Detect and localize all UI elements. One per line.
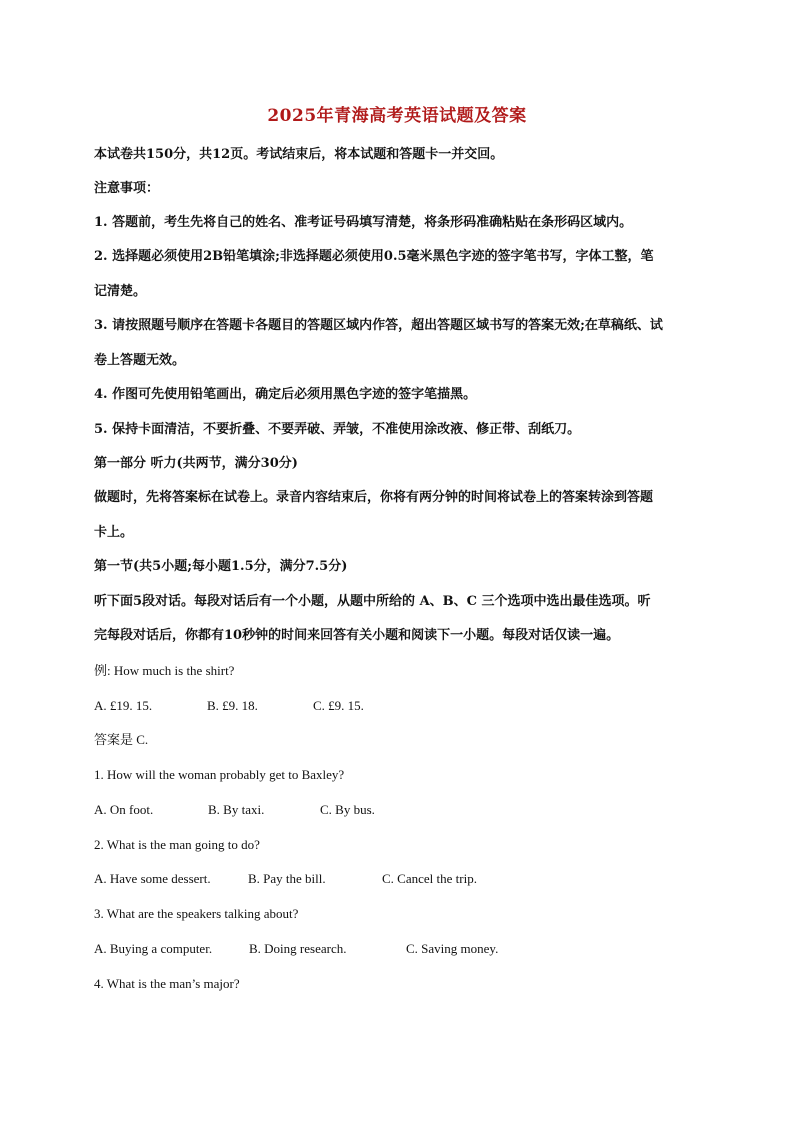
- part1-heading: 第一部分 听力(共两节，满分30分): [94, 456, 298, 471]
- example-options: [94, 697, 706, 715]
- example-option-a: A. £19. 15.: [94, 698, 153, 713]
- note-item-4: 4. 作图可先使用铅笔画出，确定后必须用黑色字迹的签字笔描黑。: [94, 387, 477, 402]
- example-option-b: B. £9. 18.: [207, 698, 258, 713]
- question-2-text: 2. What is the man going to do?: [94, 837, 260, 852]
- note-item-2-line-1: 2. 选择题必须使用2B铅笔填涂;非选择题必须使用0.5毫米黑色字迹的签字笔书写，字体工整，笔: [94, 249, 654, 264]
- question-3-option-c: C. Saving money.: [406, 941, 499, 956]
- question-1-option-a: A. On foot.: [94, 802, 154, 817]
- part1-instructions-line-1: 做题时，先将答案标在试卷上。录音内容结束后，你将有两分钟的时间将试卷上的答案转涂到答题: [94, 490, 654, 505]
- question-4-text: 4. What is the man’s major?: [94, 976, 240, 991]
- question-3-options: [94, 940, 706, 958]
- exam-intro: 本试卷共150分，共12页。考试结束后，将本试题和答题卡一并交回。: [94, 147, 504, 162]
- question-1-text: 1. How will the woman probably get to Baxley?: [94, 767, 345, 782]
- section1-heading: 第一节(共5小题;每小题1.5分，满分7.5分): [94, 559, 348, 574]
- part1-instructions-line-2: 卡上。: [94, 525, 134, 540]
- note-item-1: 1. 答题前，考生先将自己的姓名、准考证号码填写清楚，将条形码准确粘贴在条形码区域内。: [94, 215, 633, 230]
- example-answer: 答案是 C.: [94, 732, 149, 747]
- section1-instructions-line-2: 完每段对话后，你都有10秒钟的时间来回答有关小题和阅读下一小题。每段对话仅读一遍。: [94, 628, 620, 643]
- note-item-2-line-2: 记清楚。: [94, 284, 147, 299]
- note-item-3-line-1: 3. 请按照题号顺序在答题卡各题目的答题区域内作答，超出答题区域书写的答案无效;在草稿纸、试: [94, 318, 663, 333]
- section1-instructions-line-1: 听下面5段对话。每段对话后有一个小题，从题中所给的 A、B、C 三个选项中选出最佳选项。听: [94, 594, 651, 609]
- example-question: 例: How much is the shirt?: [94, 663, 235, 678]
- question-2-option-b: B. Pay the bill.: [248, 871, 326, 886]
- question-1-option-c: C. By bus.: [320, 802, 375, 817]
- question-1-option-b: B. By taxi.: [208, 802, 265, 817]
- note-item-3-line-2: 卷上答题无效。: [94, 353, 186, 368]
- note-item-5: 5. 保持卡面清洁，不要折叠、不要弄破、弄皱，不准使用涂改液、修正带、刮纸刀。: [94, 422, 581, 437]
- question-2-option-a: A. Have some dessert.: [94, 871, 211, 886]
- question-3-option-b: B. Doing research.: [249, 941, 347, 956]
- question-3-text: 3. What are the speakers talking about?: [94, 906, 299, 921]
- question-2-options: [94, 870, 706, 888]
- question-2-option-c: C. Cancel the trip.: [382, 871, 477, 886]
- question-1-options: [94, 801, 706, 819]
- example-option-c: C. £9. 15.: [313, 698, 364, 713]
- question-3-option-a: A. Buying a computer.: [94, 941, 213, 956]
- document-title: 2025年青海高考英语试题及答案: [267, 106, 527, 126]
- notes-heading: 注意事项：: [94, 181, 160, 196]
